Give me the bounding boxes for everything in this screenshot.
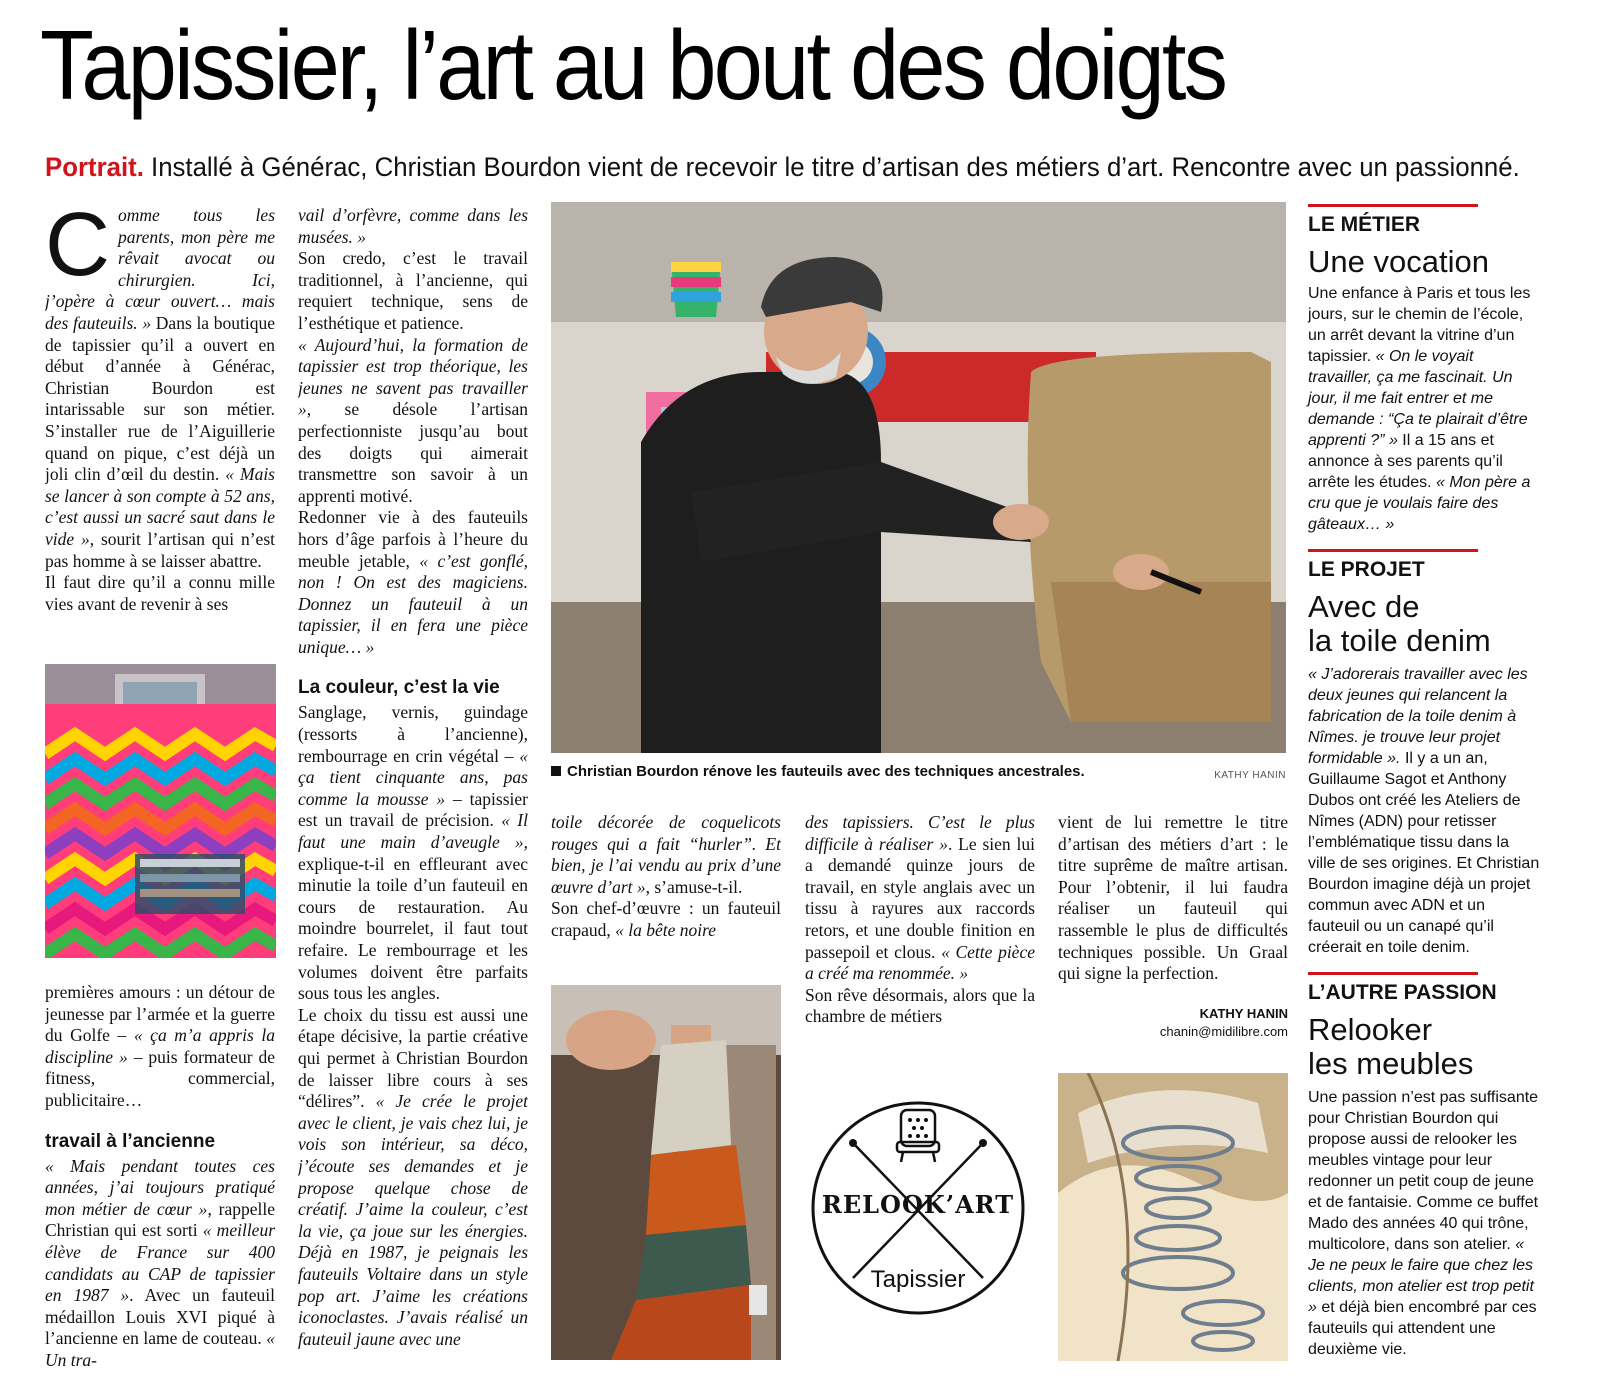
col2-subhead: La couleur, c’est la vie bbox=[298, 677, 500, 699]
col2-quote3: « c’est gonflé, non ! On est des magiciens. Donnez un fauteuil à un tapissier, il en fera une pièce unique… » bbox=[298, 550, 528, 657]
col1-intro-quote: omme tous les parents, mon père me rêvait avocat ou chirurgien. Ici, j’opère à cœur ouvert… mais des fauteuils. » bbox=[45, 205, 275, 333]
byline-email: chanin@midilibre.com bbox=[1159, 1024, 1288, 1039]
standfirst-kicker: Portrait. bbox=[45, 152, 144, 182]
col1-quote6: « meilleur élève de France sur 400 candidats au CAP de tapissier en 1987 » bbox=[45, 1220, 275, 1306]
caption-text: Christian Bourdon rénove les fauteuils avec des techniques ancestrales. bbox=[567, 763, 1085, 780]
sidebar-rule bbox=[1308, 549, 1478, 552]
col1-subhead: travail à l’ancienne bbox=[45, 1130, 216, 1152]
sidebar-text-b: et déjà bien encombré par ces fauteuils qui attendent une deuxième vie. bbox=[1308, 1299, 1537, 1358]
col2-text4b: – tapissier est un travail de précision. bbox=[298, 788, 528, 831]
col2-quote4: « ça tient cinquante ans, pas comme la mousse » bbox=[298, 745, 528, 809]
col2-text6: Le choix du tissu est aussi une étape décisive, la partie créative qui permet à Christian Bourdon de laisser libre cours à ses “délires”. bbox=[298, 1004, 528, 1112]
sidebar-quote-a: « J’adorerais travailler avec les deux jeunes qui relancent la fabrication de la toile denim à Nîmes. je trouve leur projet formidable ». bbox=[1308, 666, 1528, 767]
logo-sub: Tapissier bbox=[870, 1266, 966, 1293]
relookart-logo bbox=[808, 1098, 1028, 1318]
sidebar-text-b: Il a 15 ans et annonce à ses parents qu’il arrête les études. bbox=[1308, 432, 1503, 491]
sidebar-quote-a: « On le voyait travailler, ça me fascinait. Un jour, il me fait entrer et me demande : “Ça te plairait d’être apprenti ?” » bbox=[1308, 348, 1528, 449]
col2-text5: , explique-t-il en effleurant avec minutie la toile d’un fauteuil en cours de restauration. Au moindre bourrelet, il faut tout refaire. Le rembourrage et les volumes doivent être parfaits sous tous les angles. bbox=[298, 832, 528, 1004]
main-photo-caption bbox=[551, 763, 1151, 780]
sidebar-text-b: Il y a un an, Guillaume Sagot et Anthony Dubos ont créé les Ateliers de Nîmes (ADN) pour retisser l’emblématique tissu dans la ville de ses origines. Et Christian Bourdon imagine déjà un projet commun avec ADN et un fauteuil ou un canapé qu’il créerait en toile denim. bbox=[1308, 750, 1540, 956]
byline bbox=[1058, 1005, 1288, 1041]
col1-quote2: « Mais se lancer à son compte à 52 ans, c’est aussi un sacré saut dans le vide » bbox=[45, 464, 275, 549]
sidebar-label: L’AUTRE PASSION bbox=[1308, 981, 1497, 1004]
sidebar-section-passion bbox=[1308, 972, 1540, 1360]
column-2 bbox=[298, 205, 528, 1395]
sidebar-text-a: Une enfance à Paris et tous les jours, sur le chemin de l’école, un arrêt devant la vitrine d’un tapissier. bbox=[1308, 285, 1531, 365]
col1-text4b: – puis formateur de fitness, commercial, publicitaire… bbox=[45, 1046, 275, 1110]
column-5 bbox=[1058, 812, 1288, 992]
main-photo-credit: KATHY HANIN bbox=[1214, 770, 1286, 781]
col4-text2: Son rêve désormais, alors que la chambre de métiers bbox=[805, 984, 1035, 1027]
sidebar-rule bbox=[1308, 972, 1478, 975]
col2-text4: Sanglage, vernis, guindage (ressorts à l’ancienne), rembourrage en crin végétal – bbox=[298, 702, 528, 766]
sidebar-text bbox=[1308, 664, 1540, 958]
sidebar-quote-b: « Mon père a cru que je voulais faire des gâteaux… » bbox=[1308, 474, 1531, 533]
col4-text1: . Le sien lui a demandé quinze jours de travail, en style anglais avec un tissu à rayures aux raccords retors, et une double finition en passepoil et clous. bbox=[805, 833, 1035, 962]
sidebar-heading-line: Avec de bbox=[1308, 589, 1420, 624]
col1-text3: Il faut dire qu’il a connu mille vies avant de revenir à ses bbox=[45, 572, 275, 614]
byline-name: KATHY HANIN bbox=[1199, 1006, 1288, 1021]
sidebar-heading-line: la toile denim bbox=[1308, 623, 1491, 658]
col3-quote2: « la bête noire bbox=[615, 919, 717, 940]
col4-quote1: des tapissiers. C’est le plus difficile à réaliser » bbox=[805, 812, 1035, 854]
drop-cap: C bbox=[45, 205, 110, 295]
column-4 bbox=[805, 812, 1035, 1052]
col3-quote1: toile décorée de coquelicots rouges qui a fait “hurler”. Et bien, je l’ai vendu au prix d’une œuvre d’art » bbox=[551, 812, 781, 897]
sidebar-heading: Une vocation bbox=[1308, 244, 1489, 279]
standfirst bbox=[45, 150, 1535, 184]
sidebar-heading bbox=[1308, 590, 1540, 658]
col2-text2: , se désole l’artisan perfectionniste jusqu’au bout des doigts qui aimerait transmettre son savoir à un apprenti motivé. bbox=[298, 399, 528, 506]
column-3 bbox=[551, 812, 781, 962]
col3-text1: , s’amuse-t-il. bbox=[645, 876, 743, 897]
col2-quote2: « Aujourd’hui, la formation de tapissier est trop théorique, les jeunes ne savent pas travailler » bbox=[298, 334, 528, 420]
fabric-samples-photo bbox=[551, 985, 781, 1360]
sidebar bbox=[1308, 204, 1540, 1360]
sidebar-text-a: Une passion n’est pas suffisante pour Christian Bourdon qui propose aussi de relooker les meubles vintage pour leur redonner un petit coup de jeune et de fantaisie. Comme ce buffet Mado des années 40 qui trône, multicolore, dans son atelier. bbox=[1308, 1089, 1539, 1253]
col3-text2: Son chef-d’œuvre : un fauteuil crapaud, bbox=[551, 898, 781, 940]
col1-text4a: premières amours : un détour de jeunesse par l’armée et la guerre du Golfe – bbox=[45, 982, 275, 1046]
sidebar-section-metier bbox=[1308, 204, 1540, 535]
col2-quote1: vail d’orfèvre, comme dans les musées. » bbox=[298, 205, 528, 247]
col1-text2: , sourit l’artisan qui n’est pas homme à se laisser abattre. bbox=[45, 528, 275, 571]
col1-text5: , rappelle Christian qui est sorti bbox=[45, 1198, 275, 1241]
headline: Tapissier, l’art au bout des doigts bbox=[40, 10, 1226, 120]
col2-quote6: « Je crée le projet avec le client, je vais chez lui, je vois son intérieur, sa déco, j’écoute ses demandes et je propose quelque chose de créatif. J’aime la couleur, c’est la vie, ça joue sur les énergies. Déjà en 1987, je peignais les fauteuils Voltaire dans un style pop art. J’aime les créations iconoclastes. J’avais réalisé un fauteuil jaune avec une bbox=[298, 1091, 528, 1349]
col5-text1: vient de lui remettre le titre d’artisan des métiers d’art : le titre suprême de maître artisan. Pour l’obtenir, il lui faudra réaliser un fauteuil qui rassemble le plus de difficultés techniques possible. Un Graal qui signe la perfection. bbox=[1058, 812, 1288, 984]
chevron-armchair-photo bbox=[45, 664, 276, 958]
col4-quote2: « Cette pièce a créé ma renommée. » bbox=[805, 941, 1035, 984]
sidebar-text bbox=[1308, 283, 1540, 535]
sidebar-text bbox=[1308, 1087, 1540, 1360]
col2-quote5: « Il faut une main d’aveugle » bbox=[298, 810, 528, 853]
col1-text6: . Avec un fauteuil médaillon Louis XVI piqué à l’ancienne en lame de couteau. bbox=[45, 1285, 275, 1349]
sidebar-heading-line: les meubles bbox=[1308, 1046, 1474, 1081]
col1-quote5: « Mais pendant toutes ces années, j’ai toujours pratiqué mon métier de cœur » bbox=[45, 1155, 275, 1219]
sidebar-heading bbox=[1308, 1013, 1540, 1081]
col1-quote7: « Un tra- bbox=[45, 1328, 275, 1370]
sidebar-section-projet bbox=[1308, 549, 1540, 958]
column-1-bottom bbox=[45, 982, 275, 1394]
caption-square-icon bbox=[551, 766, 561, 776]
col1-intro-text: Dans la boutique de tapissier qu’il a ouvert en début d’année à Générac, Christian Bourdon est intarissable sur son métier. S’installer rue de l’Aiguillerie quand on pique, c’est déjà un joli clin d’œil du destin. bbox=[45, 312, 275, 485]
col1-quote4: « ça m’a appris la discipline » bbox=[45, 1025, 275, 1067]
column-1-top bbox=[45, 205, 275, 647]
sidebar-heading-line: Relooker bbox=[1308, 1012, 1433, 1047]
sidebar-quote-a: « Je ne peux le faire que chez les clients, mon atelier est trop petit » bbox=[1308, 1236, 1534, 1316]
sidebar-rule bbox=[1308, 204, 1478, 207]
standfirst-text: Installé à Générac, Christian Bourdon vient de recevoir le titre d’artisan des métiers d’art. Rencontre avec un passionné. bbox=[143, 152, 1520, 182]
logo-brand: RELOOK’ART bbox=[821, 1190, 1015, 1219]
sidebar-label: LE PROJET bbox=[1308, 558, 1425, 581]
sidebar-label: LE MÉTIER bbox=[1308, 213, 1421, 236]
springs-photo bbox=[1058, 1073, 1288, 1361]
col2-text3: Redonner vie à des fauteuils hors d’âge parfois à l’heure du meuble jetable, bbox=[298, 507, 528, 571]
col2-text1: Son credo, c’est le travail traditionnel, à l’ancienne, qui requiert technique, sens de l’esthétique et patience. bbox=[298, 248, 528, 333]
main-photo bbox=[551, 202, 1286, 753]
